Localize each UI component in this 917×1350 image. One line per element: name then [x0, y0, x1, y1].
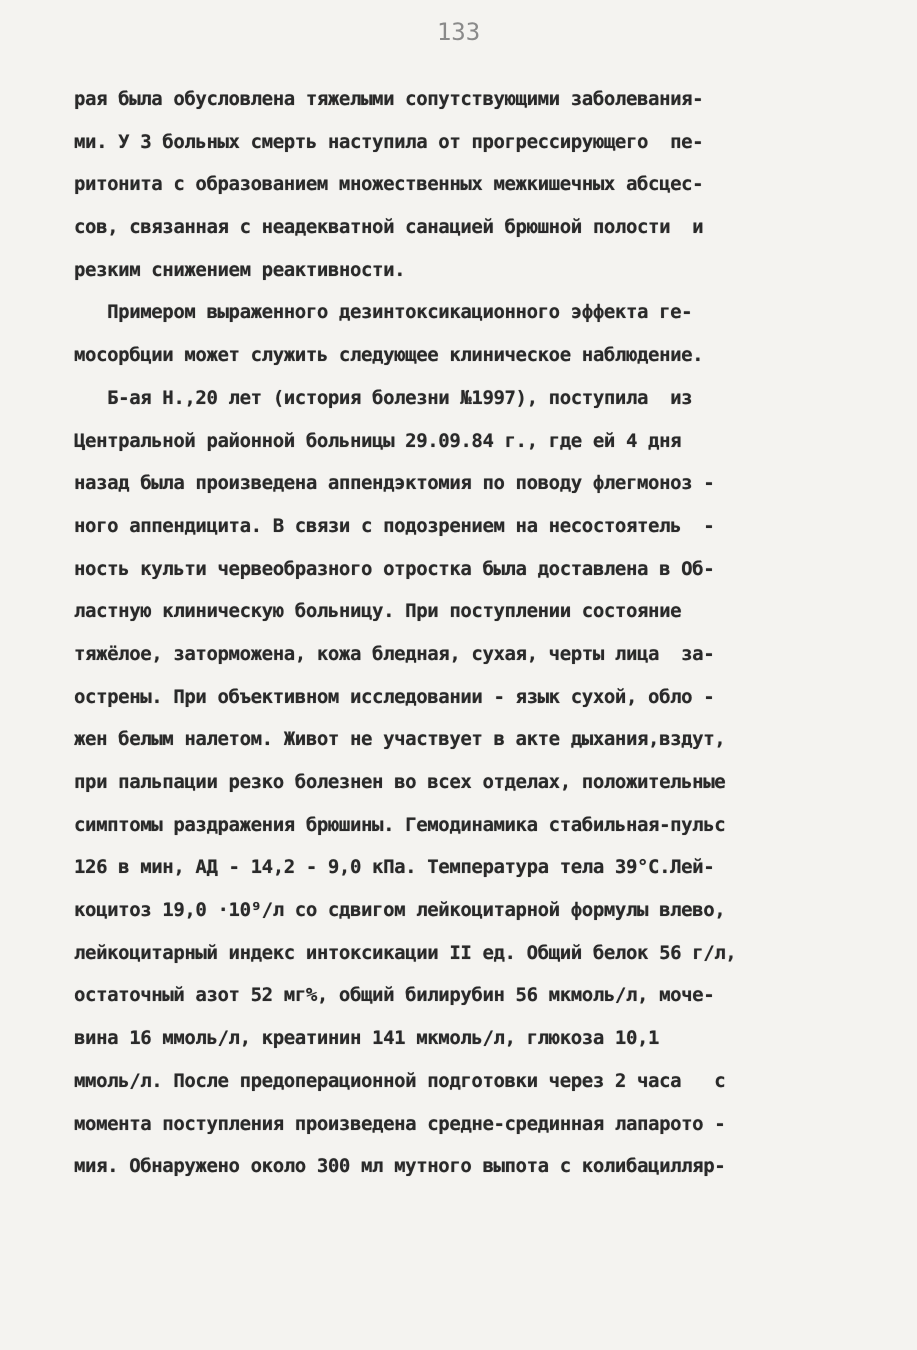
text-line: назад была произведена аппендэктомия по поводу флегмоноз -: [74, 472, 715, 495]
text-line: сов, связанная с неадекватной санацией брюшной полости и: [74, 216, 704, 239]
page-number: 133: [436, 18, 481, 46]
text-line: ммоль/л. После предоперационной подготовки через 2 часа с: [74, 1069, 726, 1092]
text-line: момента поступления произведена средне-срединная лапарото -: [74, 1112, 726, 1135]
text-line: мия. Обнаружено около 300 мл мутного выпота с колибацилляр-: [74, 1155, 726, 1178]
text-line: 126 в мин, АД - 14,2 - 9,0 кПа. Температура тела 39°С.Лей-: [74, 856, 715, 879]
text-line: остаточный азот 52 мг%, общий билирубин 56 мкмоль/л, моче-: [74, 984, 715, 1007]
text-line: ластную клиническую больницу. При поступлении состояние: [74, 600, 682, 623]
text-line: коцитоз 19,0 ·10⁹/л со сдвигом лейкоцитарной формулы влево,: [74, 899, 726, 922]
text-line: Центральной районной больницы 29.09.84 г., где ей 4 дня: [74, 429, 682, 452]
text-line: ритонита с образованием множественных межкишечных абсцес-: [74, 173, 704, 196]
text-line: Примером выраженного дезинтоксикационного эффекта ге-: [74, 301, 693, 324]
text-line: ного аппендицита. В связи с подозрением на несостоятель -: [74, 514, 715, 537]
text-line: ми. У 3 больных смерть наступила от прогрессирующего пе-: [74, 130, 704, 153]
text-line: резким снижением реактивности.: [74, 258, 406, 281]
text-line: Б-ая Н.,20 лет (история болезни №1997), поступила из: [74, 386, 693, 409]
body-text: [74, 78, 844, 1188]
text-line: при пальпации резко болезнен во всех отделах, положительные: [74, 771, 726, 793]
text-line: ность культи червеобразного отростка была доставлена в Об-: [74, 557, 715, 580]
text-line: тяжёлое, заторможена, кожа бледная, сухая, черты лица за-: [74, 642, 715, 665]
text-line: симптомы раздражения брюшины. Гемодинамика стабильная-пульс: [74, 813, 726, 836]
text-line: жен белым налетом. Живот не участвует в акте дыхания,вздут,: [74, 728, 726, 751]
text-line: лейкоцитарный индекс интоксикации II ед. Общий белок 56 г/л,: [74, 941, 737, 964]
text-line: мосорбции может служить следующее клиническое наблюдение.: [74, 344, 704, 367]
text-line: острены. При объективном исследовании - язык сухой, обло -: [74, 685, 715, 708]
text-line: вина 16 ммоль/л, креатинин 141 мкмоль/л, глюкоза 10,1: [74, 1027, 660, 1050]
text-line: рая была обусловлена тяжелыми сопутствующими заболевания-: [74, 88, 704, 110]
